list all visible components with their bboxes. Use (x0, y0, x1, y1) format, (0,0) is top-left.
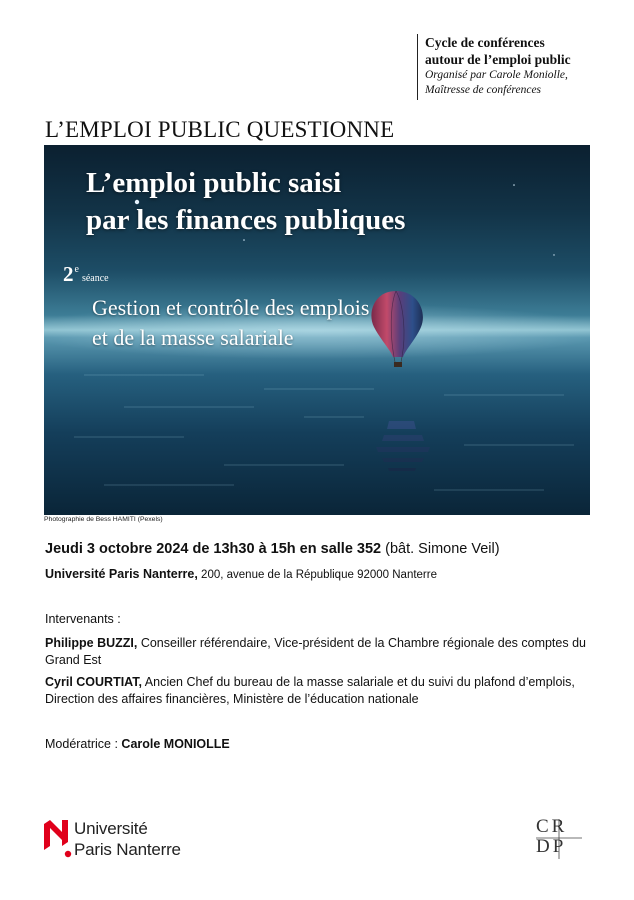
session-topic-line2: et de la masse salariale (92, 325, 294, 350)
banner-title (86, 165, 566, 239)
moderator-line (45, 737, 230, 751)
upn-mark-icon (44, 820, 72, 860)
session-topic-line1: Gestion et contrôle des emplois (92, 295, 370, 320)
crdp-frame-icon (536, 817, 586, 861)
speakers-label: Intervenants : (45, 612, 121, 626)
event-date-time-room: Jeudi 3 octobre 2024 de 13h30 à 15h en salle 352 (45, 541, 382, 557)
cycle-title-line1: Cycle de conférences (425, 35, 545, 50)
event-university: Université Paris Nanterre, (45, 567, 198, 581)
session-suffix: e (74, 264, 79, 275)
water-ripples (74, 375, 574, 490)
session-number (63, 262, 109, 287)
crdp-line2: DP (536, 836, 567, 857)
speaker-description: Conseiller référendaire, Vice-président de la Chambre régionale des comptes du Grand Est (45, 636, 586, 667)
session-word: séance (81, 273, 109, 284)
photo-credit: Photographie de Bess HAMITI (Pexels) (44, 516, 163, 523)
upn-wordmark (74, 818, 181, 860)
cycle-title-line2: autour de l’emploi public (425, 52, 571, 67)
speaker-name: Cyril COURTIAT, (45, 675, 142, 689)
upn-line2: Paris Nanterre (74, 840, 181, 859)
crdp-line1: CR (536, 816, 568, 837)
event-building: (bât. Simone Veil) (381, 541, 500, 557)
upn-line1: Université (74, 819, 148, 838)
moderator-name: Carole MONIOLLE (121, 737, 230, 751)
cycle-info-box (417, 34, 617, 100)
event-date-line (45, 541, 500, 557)
crdp-logo (536, 817, 586, 861)
speaker-name: Philippe BUZZI, (45, 636, 138, 650)
event-address: 200, avenue de la République 92000 Nanterre (197, 569, 437, 581)
star-dot (243, 239, 245, 241)
star-dot (553, 254, 554, 255)
banner-title-line2: par les finances publiques (86, 204, 406, 236)
speaker-entry (45, 635, 595, 669)
moderator-label: Modératrice : (45, 737, 122, 751)
balloon-reflection (376, 421, 430, 471)
organizer-line1: Organisé par Carole Moniolle, (425, 69, 568, 81)
organizer-line2: Maîtresse de conférences (425, 84, 542, 96)
speaker-entry (45, 674, 595, 708)
banner-image (44, 145, 590, 515)
series-title: L’EMPLOI PUBLIC QUESTIONNE (45, 117, 395, 142)
banner-title-line1: L’emploi public saisi (86, 167, 342, 199)
speaker-description: Ancien Chef du bureau de la masse salariale et du suivi du plafond d’emplois, Direction des affaires financières, Ministère de l’éducation nationale (45, 675, 575, 706)
event-address-line (45, 567, 437, 581)
session-digit: 2 (63, 262, 74, 286)
session-topic (92, 293, 512, 353)
universite-paris-nanterre-logo (44, 818, 204, 862)
